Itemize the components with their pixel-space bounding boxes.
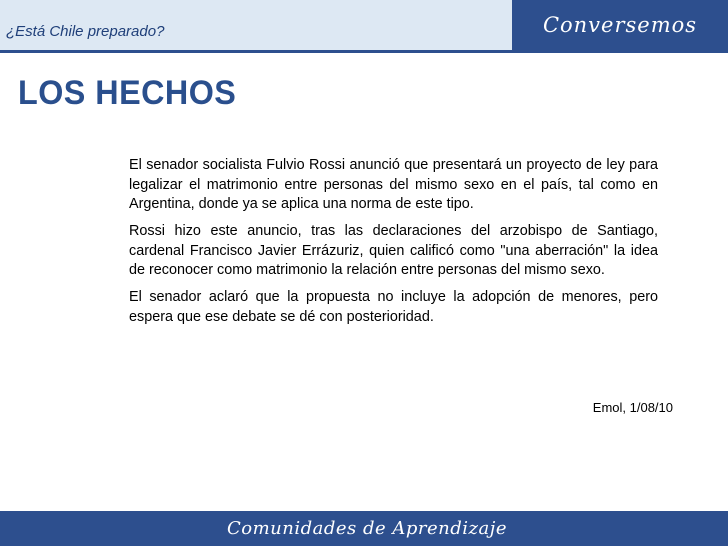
presentation-subtitle: ¿Está Chile preparado? [6,23,165,40]
brand-label: Conversemos [512,0,728,50]
header-divider [0,50,728,53]
paragraph-1: El senador socialista Fulvio Rossi anunció que presentará un proyecto de ley para legalizar el matrimonio entre personas del mismo sexo en el país, tal como en Argentina, donde ya se aplica una norma de este tipo. [129,157,658,212]
footer-label: Comunidades de Aprendizaje [226,518,507,539]
body-text [129,156,658,335]
paragraph-2: Rossi hizo este anuncio, tras las declaraciones del arzobispo de Santiago, cardenal Francisco Javier Errázuriz, quien calificó como "una aberración" la idea de reconocer como matrimonio la relación entre personas del mismo sexo. [129,223,658,278]
paragraph-3: El senador aclaró que la propuesta no incluye la adopción de menores, pero espera que ese debate se dé con posterioridad. [129,289,658,325]
source-citation: Emol, 1/08/10 [592,400,673,415]
page-title: LOS HECHOS [18,74,237,112]
footer-bar [0,511,728,546]
